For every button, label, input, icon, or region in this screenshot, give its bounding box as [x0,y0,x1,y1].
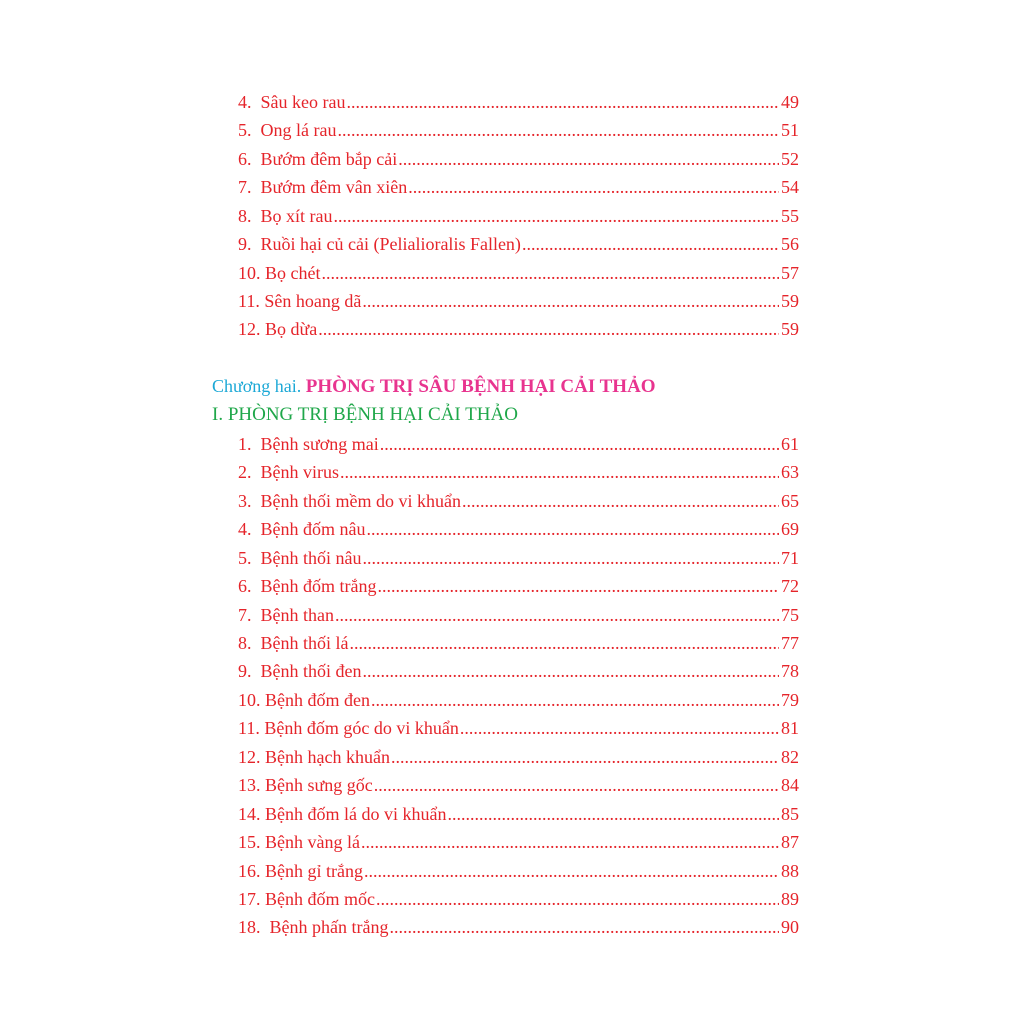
toc-entry-page: 82 [781,747,799,767]
toc-entry-page: 71 [781,548,799,568]
toc-entry-page: 78 [781,661,799,681]
toc-leader-dots [363,544,780,572]
toc-leader-dots [377,572,779,600]
toc-leader-dots [522,230,779,258]
toc-entry-number: 10. [238,263,261,283]
toc-entry-page: 88 [781,861,799,881]
toc-entry-title: Bệnh vàng lá [265,832,360,852]
toc-leader-dots [391,743,779,771]
toc-entry-page: 90 [781,917,799,937]
toc-leader-dots [371,686,779,714]
toc-entry-page: 51 [781,120,799,140]
toc-entry-title: Ong lá rau [260,120,337,140]
toc-entry[interactable] [238,202,799,230]
toc-entry-title: Bệnh thối mềm do vi khuẩn [260,491,461,511]
toc-entry-title: Bọ xít rau [260,206,333,226]
toc-entry-number: 11. [238,291,260,311]
toc-entry[interactable] [238,515,799,543]
toc-entry-page: 55 [781,206,799,226]
toc-leader-dots [318,315,779,343]
toc-entry[interactable] [238,259,799,287]
toc-leader-dots [462,487,779,515]
toc-entry[interactable] [238,743,799,771]
toc-entry-page: 69 [781,519,799,539]
toc-entry-page: 52 [781,149,799,169]
toc-entry-page: 85 [781,804,799,824]
toc-entry-number: 11. [238,718,260,738]
toc-entry[interactable] [238,458,799,486]
toc-entry[interactable] [238,145,799,173]
toc-entry[interactable] [238,88,799,116]
toc-entry[interactable] [238,487,799,515]
toc-entry-number: 9. [238,234,252,254]
toc-leader-dots [363,657,780,685]
toc-entry[interactable] [238,572,799,600]
toc-entry[interactable] [238,173,799,201]
toc-entry-title: Bệnh sưng gốc [265,775,373,795]
toc-entry-title: Bệnh đốm đen [265,690,370,710]
toc-entry[interactable] [238,857,799,885]
toc-entry[interactable] [238,885,799,913]
toc-leader-dots [447,800,779,828]
toc-leader-dots [361,828,779,856]
toc-entry-number: 5. [238,120,252,140]
toc-entry[interactable] [238,657,799,685]
toc-entry-title: Sên hoang dã [264,291,362,311]
toc-leader-dots [340,458,779,486]
toc-entry-number: 8. [238,206,252,226]
toc-leader-dots [346,88,779,116]
toc-entry[interactable] [238,116,799,144]
toc-entry-title: Bệnh hạch khuẩn [265,747,390,767]
toc-entry-title: Bệnh sương mai [260,434,379,454]
toc-leader-dots [398,145,779,173]
toc-entry-page: 75 [781,605,799,625]
toc-entry-title: Bệnh than [260,605,334,625]
toc-entry-page: 77 [781,633,799,653]
toc-leader-dots [376,885,779,913]
chapter-title: PHÒNG TRỊ SÂU BỆNH HẠI CẢI THẢO [305,376,656,397]
toc-entry-page: 72 [781,576,799,596]
toc-entry[interactable] [238,629,799,657]
toc-entry-number: 15. [238,832,261,852]
toc-entry-number: 2. [238,462,252,482]
toc-entry-page: 56 [781,234,799,254]
toc-entry[interactable] [238,828,799,856]
toc-entry[interactable] [238,315,799,343]
toc-entry[interactable] [238,544,799,572]
toc-entry[interactable] [238,601,799,629]
toc-entry-page: 54 [781,177,799,197]
toc-entry-title: Bệnh thối nâu [260,548,362,568]
toc-leader-dots [350,629,780,657]
toc-entry-title: Bọ dừa [265,319,318,339]
toc-leader-dots [380,430,779,458]
toc-entry[interactable] [238,714,799,742]
toc-entry-page: 61 [781,434,799,454]
toc-leader-dots [408,173,779,201]
toc-entry-page: 81 [781,718,799,738]
toc-entry-number: 3. [238,491,252,511]
toc-leader-dots [362,287,779,315]
toc-entry-number: 7. [238,605,252,625]
toc-leader-dots [335,601,779,629]
toc-entry-page: 65 [781,491,799,511]
toc-entry-title: Bệnh virus [260,462,339,482]
toc-entry-title: Ruồi hại củ cải (Pelialioralis Fallen) [260,234,521,254]
toc-entry-number: 5. [238,548,252,568]
toc-entry-number: 16. [238,861,261,881]
toc-entry-number: 4. [238,519,252,539]
toc-entry-title: Bọ chét [265,263,321,283]
toc-entry-number: 8. [238,633,252,653]
toc-entry-title: Bướm đêm bắp cải [260,149,398,169]
toc-leader-dots [337,116,779,144]
toc-entry-page: 59 [781,291,799,311]
toc-entry-number: 13. [238,775,261,795]
toc-entry-title: Bệnh đốm trắng [260,576,377,596]
toc-leader-dots [322,259,780,287]
toc-entry-number: 6. [238,576,252,596]
toc-entry-page: 79 [781,690,799,710]
toc-leader-dots [460,714,779,742]
toc-entry[interactable] [238,771,799,799]
toc-leader-dots [389,913,779,941]
toc-leader-dots [364,857,779,885]
toc-entry-number: 1. [238,434,252,454]
toc-entry-page: 63 [781,462,799,482]
toc-entry-page: 57 [781,263,799,283]
toc-leader-dots [367,515,780,543]
toc-entry-page: 89 [781,889,799,909]
toc-entry-title: Bệnh phấn trắng [269,917,389,937]
toc-entry-page: 84 [781,775,799,795]
toc-entry-number: 18. [238,917,261,937]
toc-entry-number: 14. [238,804,261,824]
toc-entry[interactable] [238,230,799,258]
toc-entry[interactable] [238,800,799,828]
toc-entry-number: 9. [238,661,252,681]
chapter-prefix: Chương hai. [212,376,302,396]
toc-entry-number: 17. [238,889,261,909]
section-heading: I. PHÒNG TRỊ BỆNH HẠI CẢI THẢO [212,404,518,425]
toc-entry-title: Bệnh đốm mốc [265,889,375,909]
toc-entry-number: 7. [238,177,252,197]
toc-entry-number: 12. [238,319,261,339]
toc-entry-number: 4. [238,92,252,112]
toc-entry-page: 87 [781,832,799,852]
toc-entry-title: Bệnh gỉ trắng [265,861,363,881]
toc-entry[interactable] [238,430,799,458]
toc-entry-title: Bệnh thối lá [260,633,349,653]
toc-entry-title: Bệnh đốm góc do vi khuẩn [264,718,459,738]
toc-entry-title: Bệnh đốm nâu [260,519,366,539]
toc-entry-number: 6. [238,149,252,169]
toc-entry[interactable] [238,913,799,941]
toc-leader-dots [374,771,779,799]
toc-leader-dots [334,202,780,230]
toc-entry-number: 12. [238,747,261,767]
toc-entry[interactable] [238,686,799,714]
toc-entry-title: Bệnh đốm lá do vi khuẩn [265,804,447,824]
toc-entry-title: Sâu keo rau [260,92,346,112]
toc-entry[interactable] [238,287,799,315]
chapter-heading [212,372,656,400]
toc-entry-page: 59 [781,319,799,339]
toc-entry-number: 10. [238,690,261,710]
toc-entry-page: 49 [781,92,799,112]
toc-entry-title: Bệnh thối đen [260,661,362,681]
toc-entry-title: Bướm đêm vân xiên [260,177,408,197]
